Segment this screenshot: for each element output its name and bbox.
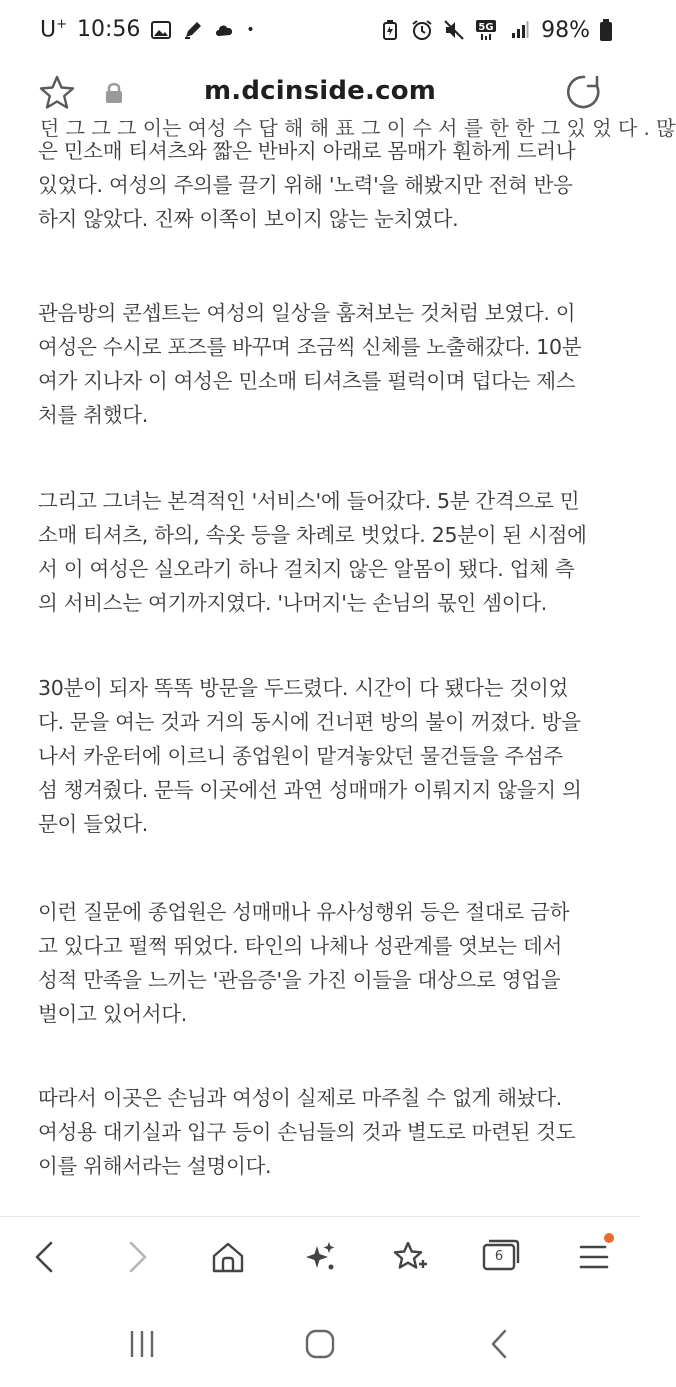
menu-icon[interactable] bbox=[572, 1235, 616, 1279]
text-line: 이런 질문에 종업원은 성매매나 유사성행위 등은 절대로 금하 bbox=[38, 900, 570, 924]
battery-icon bbox=[600, 19, 612, 41]
gallery-icon bbox=[150, 19, 172, 41]
text-line: 여성은 수시로 포즈를 바꾸며 조금씩 신체를 노출해갔다. 10분 bbox=[38, 335, 582, 359]
text-line: 서 이 여성은 실오라기 하나 걸치지 않은 알몸이 됐다. 업체 측 bbox=[38, 557, 575, 581]
cut-off-line: 던 그 그 그 이는 여성 수 답 해 해 표 그 이 수 서 를 한 한 그 있 었 다 . 많 bbox=[40, 116, 676, 140]
text-line: 이를 위해서라는 설명이다. bbox=[38, 1154, 272, 1178]
forward-icon[interactable] bbox=[116, 1235, 160, 1279]
back-icon[interactable] bbox=[22, 1235, 66, 1279]
battery-saver-icon bbox=[379, 19, 401, 41]
clock: 10:56 bbox=[77, 17, 141, 43]
network-5g-text: 5G bbox=[478, 22, 494, 33]
text-line: 처를 취했다. bbox=[38, 403, 148, 427]
status-bar bbox=[0, 0, 640, 60]
battery-percent: 98% bbox=[541, 17, 590, 43]
paragraph-3 bbox=[38, 484, 610, 620]
tabs-icon[interactable] bbox=[478, 1235, 522, 1279]
mute-icon bbox=[443, 19, 465, 41]
notification-dot bbox=[604, 1233, 614, 1243]
paragraph-5 bbox=[38, 895, 610, 1031]
carrier-plus: + bbox=[56, 17, 68, 33]
home-button-icon[interactable] bbox=[300, 1324, 340, 1364]
text-line: 다. 문을 여는 것과 거의 동시에 건너편 방의 불이 꺼졌다. 방을 bbox=[38, 710, 581, 734]
status-right bbox=[379, 18, 612, 43]
carrier-label bbox=[40, 17, 67, 42]
text-line: 성적 만족을 느끼는 '관음증'을 가진 이들을 대상으로 영업을 bbox=[38, 968, 561, 992]
status-left bbox=[40, 17, 255, 42]
text-line: 하지 않았다. 진짜 이쪽이 보이지 않는 눈치였다. bbox=[38, 207, 459, 231]
paragraph-1 bbox=[38, 134, 610, 236]
text-line: 따라서 이곳은 손님과 여성이 실제로 마주칠 수 없게 해놨다. bbox=[38, 1086, 563, 1110]
tab-count: 6 bbox=[494, 1249, 504, 1264]
sparkle-icon[interactable] bbox=[298, 1235, 342, 1279]
alarm-icon bbox=[411, 19, 433, 41]
paragraph-4 bbox=[38, 671, 610, 841]
signal-icon bbox=[509, 19, 531, 41]
reload-icon[interactable] bbox=[564, 72, 604, 112]
text-line: 관음방의 콘셉트는 여성의 일상을 훔쳐보는 것처럼 보였다. 이 bbox=[38, 301, 576, 325]
network-5g-icon bbox=[475, 19, 499, 41]
back-nav-icon[interactable] bbox=[480, 1324, 520, 1364]
url-text[interactable]: m.dcinside.com bbox=[203, 76, 437, 106]
text-line: 고 있다고 펄쩍 뛰었다. 타인의 나체나 성관계를 엿보는 데서 bbox=[38, 934, 563, 958]
recent-apps-icon[interactable] bbox=[122, 1324, 162, 1364]
text-line: 섬 챙겨줬다. 문득 이곳에선 과연 성매매가 이뤄지지 않을지 의 bbox=[38, 778, 582, 802]
text-line: 벌이고 있어서다. bbox=[38, 1002, 187, 1026]
home-icon[interactable] bbox=[206, 1235, 250, 1279]
cloud-icon bbox=[214, 19, 236, 41]
paragraph-2 bbox=[38, 296, 610, 432]
text-line: 은 민소매 티셔츠와 짧은 반바지 아래로 몸매가 훤하게 드러나 bbox=[38, 139, 576, 163]
text-line: 30분이 되자 똑똑 방문을 두드렸다. 시간이 다 됐다는 것이었 bbox=[38, 676, 569, 700]
pen-icon bbox=[182, 19, 204, 41]
text-line: 여성용 대기실과 입구 등이 손님들의 것과 별도로 마련된 것도 bbox=[38, 1120, 576, 1144]
text-line: 문이 들었다. bbox=[38, 812, 148, 836]
text-line: 그리고 그녀는 본격적인 '서비스'에 들어갔다. 5분 간격으로 민 bbox=[38, 489, 580, 513]
text-line: 소매 티셔츠, 하의, 속옷 등을 차례로 벗었다. 25분이 된 시점에 bbox=[38, 523, 587, 547]
text-line: 여가 지나자 이 여성은 민소매 티셔츠를 펄럭이며 덥다는 제스 bbox=[38, 369, 576, 393]
system-nav-bar bbox=[0, 1300, 640, 1387]
article-content bbox=[0, 116, 676, 1216]
bookmark-add-icon[interactable] bbox=[388, 1235, 432, 1279]
browser-toolbar bbox=[0, 1216, 640, 1301]
text-line: 있었다. 여성의 주의를 끌기 위해 '노력'을 해봤지만 전혀 반응 bbox=[38, 173, 573, 197]
carrier-text: U bbox=[40, 17, 57, 43]
more-notifications-dot: • bbox=[246, 21, 255, 38]
text-line: 의 서비스는 여기까지였다. '나머지'는 손님의 몫인 셈이다. bbox=[38, 591, 547, 615]
text-line: 나서 카운터에 이르니 종업원이 맡겨놓았던 물건들을 주섬주 bbox=[38, 744, 563, 768]
paragraph-6 bbox=[38, 1081, 610, 1183]
